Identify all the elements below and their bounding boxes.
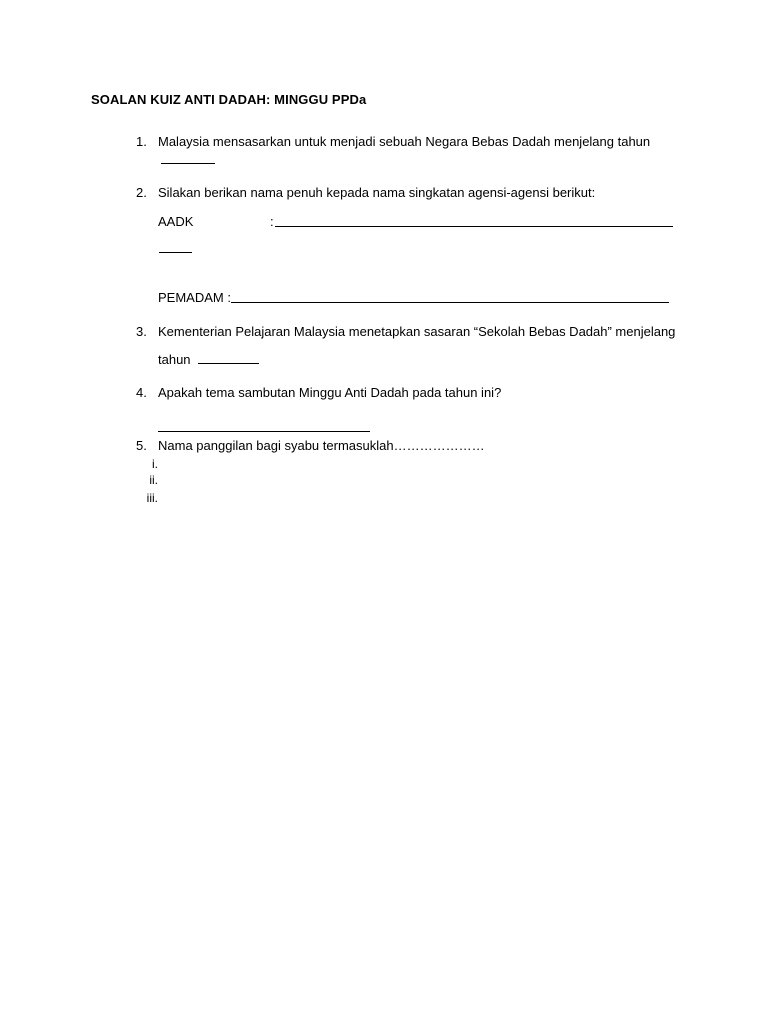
question-3-answer-blank	[198, 351, 259, 364]
question-5-item-i: i.	[152, 457, 158, 471]
question-2-number: 2.	[136, 185, 147, 200]
question-5-item-iii: iii.	[146, 491, 158, 505]
question-3-number: 3.	[136, 324, 147, 339]
question-4-answer-blank	[158, 419, 370, 435]
question-1-text: Malaysia mensasarkan untuk menjadi sebuah Negara Bebas Dadah menjelang tahun	[158, 134, 651, 149]
pemadam-answer-blank	[231, 290, 669, 306]
question-1-answer-blank	[161, 151, 215, 167]
question-1-number: 1.	[136, 134, 147, 149]
aadk-label: AADK	[158, 214, 194, 229]
aadk-answer-blank-continued	[159, 240, 192, 256]
aadk-answer-blank	[275, 214, 673, 230]
question-5-number: 5.	[136, 438, 147, 453]
question-4-number: 4.	[136, 385, 147, 400]
question-3-tahun-label: tahun	[158, 352, 191, 367]
question-5-item-ii: ii.	[149, 473, 158, 487]
page-title: SOALAN KUIZ ANTI DADAH: MINGGU PPDa	[91, 92, 367, 107]
question-2-text: Silakan berikan nama penuh kepada nama singkatan agensi-agensi berikut:	[158, 185, 596, 200]
question-4-text: Apakah tema sambutan Minggu Anti Dadah pada tahun ini?	[158, 385, 502, 400]
question-3-text: Kementerian Pelajaran Malaysia menetapkan sasaran “Sekolah Bebas Dadah” menjelang	[158, 324, 676, 339]
aadk-colon: :	[270, 214, 274, 229]
pemadam-label: PEMADAM :	[158, 290, 231, 305]
question-5-text: Nama panggilan bagi syabu termasuklah…………………	[158, 438, 485, 453]
question-3-line2	[158, 351, 259, 367]
